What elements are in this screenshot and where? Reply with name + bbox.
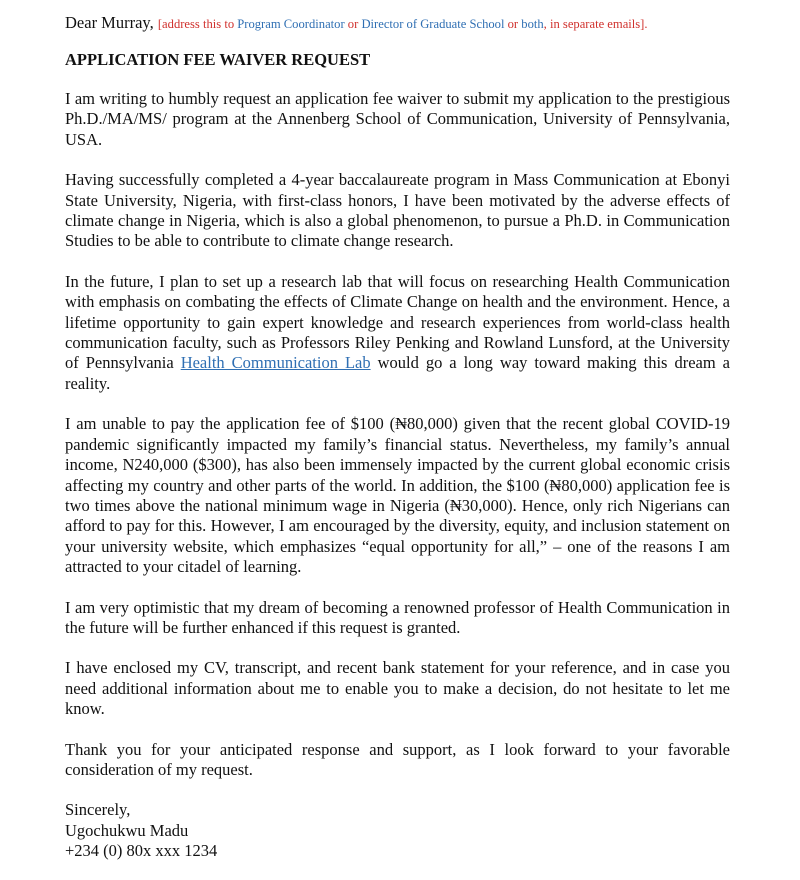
paragraph-background: Having successfully completed a 4-year baccalaureate program in Mass Communication at Ebonyi State University, Nigeria, with first-class honors, I have been motivated by the adverse effects of climate change in Nigeria, which is also a global phenomenon, to pursue a Ph.D. in Communication Studies to be able to contribute to climate change research. [65, 170, 730, 251]
note-or-1: or [344, 17, 362, 31]
paragraph-financial: I am unable to pay the application fee of $100 (₦80,000) given that the recent global COVID-19 pandemic significantly impacted my family’s financial status. Nevertheless, my family’s annual income, N240,000 ($300), has also been immensely impacted by the current global economic crisis affecting my country and other parts of the world. In addition, the $100 (₦80,000) application fee is two times above the national minimum wage in Nigeria (₦30,000). Hence, only rich Nigerians can afford to pay for this. However, I am encouraged by the diversity, equity, and inclusion statement on your university website, which emphasizes “equal opportunity for all,” – one of the reasons I am attracted to your citadel of learning. [65, 414, 730, 577]
salutation: Dear Murray, [65, 13, 154, 32]
note-role-coordinator: Program Coordinator [237, 17, 345, 31]
note-role-director: Director of Graduate School [361, 17, 505, 31]
health-communication-lab-link[interactable]: Health Communication Lab [180, 353, 371, 373]
note-both: both [521, 17, 544, 31]
closing-word: Sincerely, [65, 800, 131, 820]
letter-title: APPLICATION FEE WAIVER REQUEST [65, 50, 371, 69]
sender-phone: +234 (0) 80x xxx 1234 [65, 841, 218, 861]
paragraph-thanks: Thank you for your anticipated response and support, as I look forward to your favorable consideration of my request. [65, 739, 730, 779]
paragraph-request: I am writing to humbly request an application fee waiver to submit my application to the prestigious Ph.D./MA/MS/ program at the Annenberg School of Communication, University of Pennsylvania, USA. [65, 89, 730, 149]
sender-name: Ugochukwu Madu [65, 820, 189, 840]
signature-block [65, 800, 730, 861]
paragraph-future-plans [65, 272, 730, 394]
paragraph-future-text-1: In the future, I plan to set up a research lab that will focus on researching Health Communication with emphasis on combating the effects of Climate Change on health and the environment. Hence, a lifetime opportunity to gain expert knowledge and research experiences from world-class health communication faculty, such as Professors Riley Penking and Rowland Lunsford, at the University of Pennsylvania [65, 271, 730, 373]
paragraph-optimism: I am very optimistic that my dream of becoming a renowned professor of Health Communication in the future will be further enhanced if this request is granted. [65, 597, 730, 637]
note-close: , in separate emails]. [543, 17, 648, 31]
note-open: [address this to [157, 17, 238, 31]
note-or-2: or [504, 17, 522, 31]
salutation-line [65, 12, 730, 35]
addressing-note [158, 17, 648, 31]
paragraph-future-text-2: would go a long way toward making this dream a reality. [65, 353, 730, 393]
paragraph-enclosures: I have enclosed my CV, transcript, and recent bank statement for your reference, and in case you need additional information about me to enable you to make a decision, do not hesitate to let me know. [65, 658, 730, 719]
